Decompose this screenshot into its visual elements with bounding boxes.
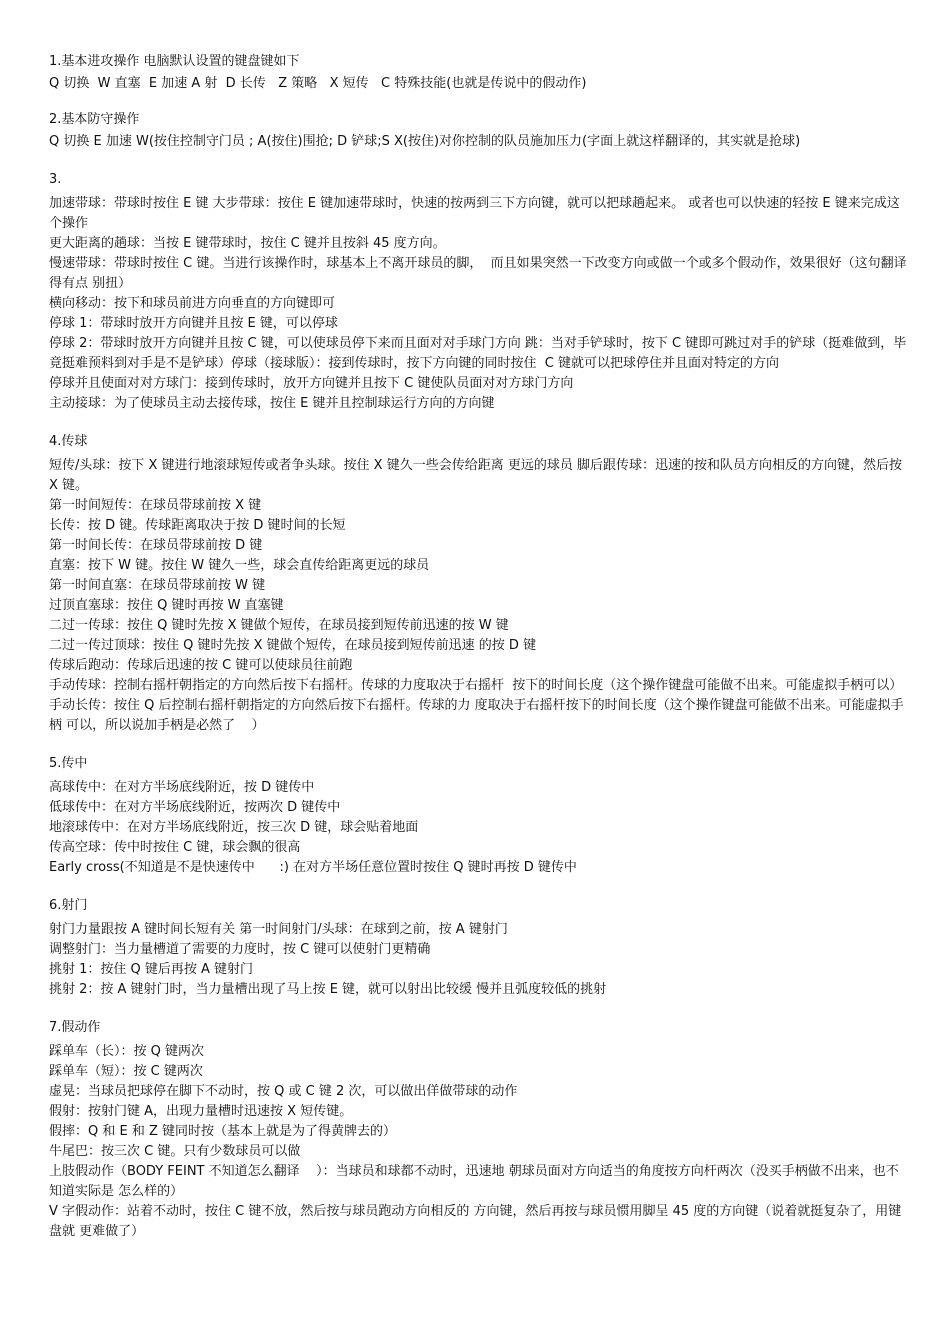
text-line: 假射：按射门键 A，出现力量槽时迅速按 X 短传键。 xyxy=(49,1104,353,1119)
text-line: Early cross(不知道是不是快速传中 :) 在对方半场任意位置时按住 Q 键时再按 D 键传中 xyxy=(49,860,577,875)
text-line: V 字假动作：站着不动时，按住 C 键不放，然后按与球员跑动方向相反的 方向键，然后再按与球员惯用脚呈 45 度的方向键（说着就挺复杂了，用键盘就 更难做了） xyxy=(49,1204,902,1239)
text-line: 假摔：Q 和 E 和 Z 键同时按（基本上就是为了得黄牌去的） xyxy=(49,1124,397,1139)
text-line: 手动长传：按住 Q 后控制右摇杆朝指定的方向然后按下右摇杆。传球的力 度取决于右摇杆按下的时间长度（这个操作键盘可能做不出来。可能虚拟手柄 可以，所以说加手柄是必然了 ） xyxy=(49,698,904,733)
text-line: 挑射 2：按 A 键射门时，当力量槽出现了马上按 E 键，就可以射出比较缓 慢并且弧度较低的挑射 xyxy=(49,982,607,997)
section-basic-attack xyxy=(49,52,909,94)
text-line: 二过一传球：按住 Q 键时先按 X 键做个短传，在球员接到短传前迅速的按 W 键 xyxy=(49,618,509,633)
text-line: 第一时间直塞：在球员带球前按 W 键 xyxy=(49,578,266,593)
section-crossing xyxy=(49,754,909,878)
text-line: 牛尾巴：按三次 C 键。只有少数球员可以做 xyxy=(49,1144,301,1159)
text-line: 踩单车（短）：按 C 键两次 xyxy=(49,1064,203,1079)
section-passing xyxy=(49,432,909,736)
section-dribbling xyxy=(49,170,909,414)
section-basic-defense xyxy=(49,110,909,152)
text-line: 低球传中：在对方半场底线附近，按两次 D 键传中 xyxy=(49,800,341,815)
text-line: 横向移动：按下和球员前进方向垂直的方向键即可 xyxy=(49,296,336,311)
text-line: 长传：按 D 键。传球距离取决于按 D 键时间的长短 xyxy=(49,518,346,533)
section-feints xyxy=(49,1018,909,1242)
section-heading: 1.基本进攻操作 电脑默认设置的键盘键如下 xyxy=(49,54,300,69)
text-line: 手动传球：控制右摇杆朝指定的方向然后按下右摇杆。传球的力度取决于右摇杆 按下的时间长度（这个操作键盘可能做不出来。可能虚拟手柄可以） xyxy=(49,678,903,693)
text-line: 停球并且使面对对方球门：接到传球时，放开方向键并且按下 C 键使队员面对对方球门方向 xyxy=(49,376,574,391)
text-line: Q 切换 E 加速 W(按住控制守门员 ; A(按住)围抢; D 铲球;S X(按住)对你控制的队员施加压力(字面上就这样翻译的，其实就是抢球) xyxy=(49,134,801,149)
text-line: 慢速带球：带球时按住 C 键。当进行该操作时，球基本上不离开球员的脚， 而且如果突然一下改变方向或做一个或多个假动作，效果很好（这句翻译得有点 别扭） xyxy=(49,256,907,291)
text-line: 地滚球传中：在对方半场底线附近，按三次 D 键，球会贴着地面 xyxy=(49,820,419,835)
text-line: 传球后跑动：传球后迅速的按 C 键可以使球员往前跑 xyxy=(49,658,353,673)
section-heading: 3. xyxy=(49,172,62,187)
text-line: 虚晃：当球员把球停在脚下不动时，按 Q 或 C 键 2 次，可以做出佯做带球的动作 xyxy=(49,1084,518,1099)
text-line: 挑射 1：按住 Q 键后再按 A 键射门 xyxy=(49,962,254,977)
text-line: 二过一传过顶球：按住 Q 键时先按 X 键做个短传，在球员接到短传前迅速 的按 D 键 xyxy=(49,638,537,653)
section-heading: 5.传中 xyxy=(49,756,88,771)
text-line: Q 切换 W 直塞 E 加速 A 射 D 长传 Z 策略 X 短传 C 特殊技能(也就是传说中的假动作) xyxy=(49,76,587,91)
text-line: 射门力量跟按 A 键时间长短有关 第一时间射门/头球：在球到之前，按 A 键射门 xyxy=(49,922,508,937)
document-page xyxy=(49,52,909,1260)
text-line: 加速带球：带球时按住 E 键 大步带球：按住 E 键加速带球时，快速的按两到三下方向键，就可以把球趟起来。 或者也可以快速的轻按 E 键来完成这个操作 xyxy=(49,196,900,231)
text-line: 第一时间短传：在球员带球前按 X 键 xyxy=(49,498,262,513)
text-line: 调整射门：当力量槽道了需要的力度时，按 C 键可以使射门更精确 xyxy=(49,942,431,957)
text-line: 停球 2：带球时放开方向键并且按 C 键，可以使球员停下来而且面对对手球门方向 跳：当对手铲球时，按下 C 键即可跳过对手的铲球（挺难做到，毕竟挺难预料到对手是不是铲球）停球（接球版）：接到传球时，按下方向键的同时按住 C 键就可以把球停住并且面对特定的方向 xyxy=(49,336,907,371)
text-line: 短传/头球：按下 X 键进行地滚球短传或者争头球。按住 X 键久一些会传给距离 更远的球员 脚后跟传球：迅速的按和队员方向相反的方向键，然后按 X 键。 xyxy=(49,458,907,493)
text-line: 停球 1：带球时放开方向键并且按 E 键，可以停球 xyxy=(49,316,338,331)
section-heading: 4.传球 xyxy=(49,434,88,449)
text-line: 主动接球：为了使球员主动去接传球，按住 E 键并且控制球运行方向的方向键 xyxy=(49,396,495,411)
section-heading: 6.射门 xyxy=(49,898,88,913)
text-line: 过顶直塞球：按住 Q 键时再按 W 直塞键 xyxy=(49,598,284,613)
section-heading: 7.假动作 xyxy=(49,1020,101,1035)
section-shooting xyxy=(49,896,909,1000)
text-line: 第一时间长传：在球员带球前按 D 键 xyxy=(49,538,263,553)
text-line: 直塞：按下 W 键。按住 W 键久一些，球会直传给距离更远的球员 xyxy=(49,558,430,573)
section-heading: 2.基本防守操作 xyxy=(49,112,140,127)
text-line: 上肢假动作（BODY FEINT 不知道怎么翻译 ）：当球员和球都不动时，迅速地 朝球员面对方向适当的角度按方向杆两次（没买手柄做不出来，也不知道实际是 怎么样的） xyxy=(49,1164,899,1199)
text-line: 踩单车（长）：按 Q 键两次 xyxy=(49,1044,204,1059)
text-line: 更大距离的趟球：当按 E 键带球时，按住 C 键并且按斜 45 度方向。 xyxy=(49,236,446,251)
text-line: 传高空球：传中时按住 C 键，球会飘的很高 xyxy=(49,840,301,855)
text-line: 高球传中：在对方半场底线附近，按 D 键传中 xyxy=(49,780,315,795)
